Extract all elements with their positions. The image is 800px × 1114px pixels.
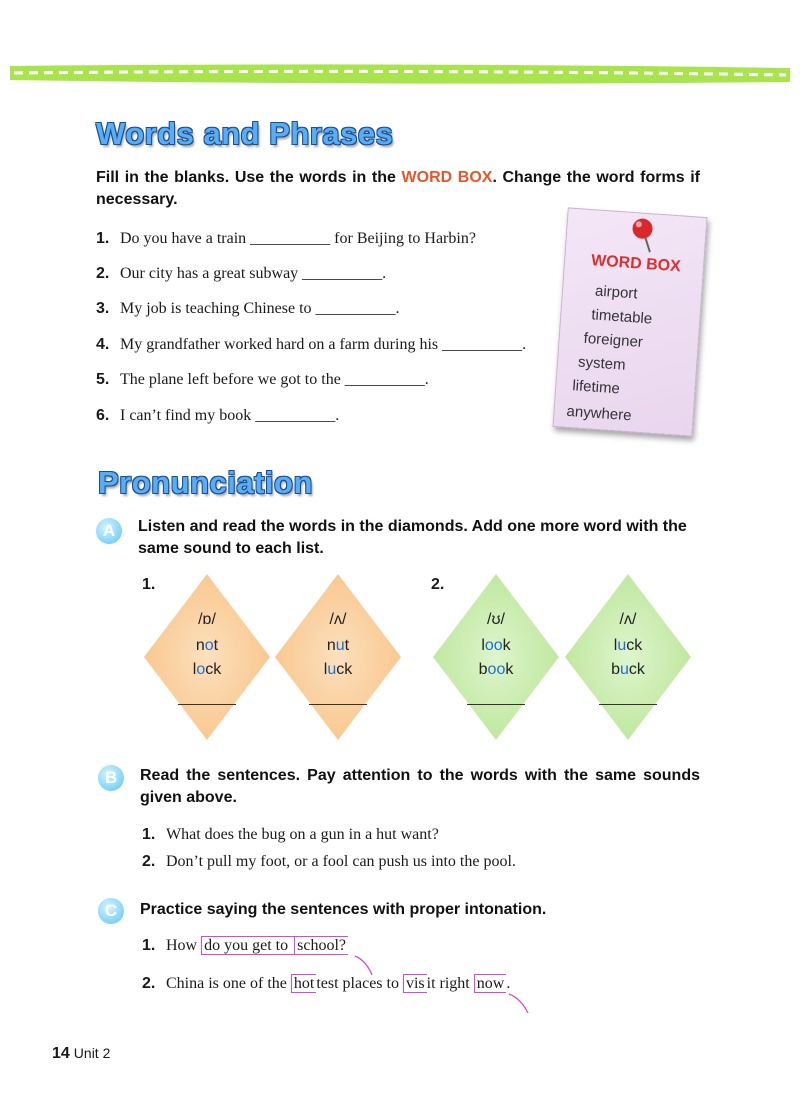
part-b-instruction: Read the sentences. Pay attention to the words with the same sounds given above. (140, 767, 700, 806)
group-number: 1. (142, 576, 156, 593)
example-word: book (478, 661, 514, 678)
words-and-phrases-title: Words and Phrases (96, 116, 394, 151)
example-word: luck (613, 637, 643, 654)
pushpin-icon (626, 215, 663, 255)
fill-item: 3. My job is teaching Chinese to __________. (96, 300, 400, 317)
sentence-item: 1. What does the bug on a gun in a hut want? (142, 826, 439, 843)
fill-item: 2. Our city has a great subway __________. (96, 265, 387, 282)
answer-blank[interactable] (599, 704, 657, 705)
sentence-item: 2. Don’t pull my foot, or a fool can push us into the pool. (142, 853, 516, 870)
intonation-sentence: 2. China is one of the hot test places to vis it right now . (142, 975, 511, 992)
group-number: 2. (431, 576, 445, 593)
word-box-word: anywhere (566, 402, 633, 425)
step-c-icon: C (98, 898, 124, 924)
answer-blank[interactable] (467, 704, 525, 705)
top-decorative-band (10, 64, 790, 84)
word-box-word: system (577, 353, 627, 374)
word-box-word: timetable (590, 306, 653, 328)
phonetic-symbol: /ʌ/ (619, 611, 637, 628)
unit-label: Unit 2 (73, 1045, 111, 1061)
sound-diamond (431, 572, 561, 742)
fill-item: 5. The plane left before we got to the __________. (96, 371, 429, 388)
word-box-word: airport (594, 282, 639, 303)
word-box-word: lifetime (571, 377, 621, 398)
example-word: buck (611, 661, 645, 678)
answer-blank[interactable] (309, 704, 367, 705)
example-word: look (481, 637, 511, 654)
sound-diamond (273, 572, 403, 742)
intonation-falling-mark (508, 993, 530, 1015)
example-word: not (195, 637, 219, 654)
example-word: luck (323, 661, 353, 678)
intonation-sentence: 1. How do you get to school? (142, 937, 346, 954)
pronunciation-title: Pronunciation (98, 465, 313, 500)
word-box-note (552, 207, 707, 436)
sound-diamond (142, 572, 272, 742)
fill-item: 1. Do you have a train __________ for Beijing to Harbin? (96, 230, 476, 247)
example-word: lock (192, 661, 222, 678)
word-box-word: foreigner (583, 329, 644, 351)
page-number: 14 (52, 1045, 70, 1062)
phonetic-symbol: /ʊ/ (487, 611, 505, 628)
phonetic-symbol: /ɒ/ (198, 611, 216, 628)
example-word: nut (326, 637, 350, 654)
step-b-icon: B (98, 765, 124, 791)
step-a-icon: A (96, 518, 122, 544)
words-instruction: Fill in the blanks. Use the words in the WORD BOX. Change the word forms if necessary. (96, 169, 700, 208)
phonetic-symbol: /ʌ/ (329, 611, 347, 628)
answer-blank[interactable] (178, 704, 236, 705)
part-a-instruction: Listen and read the words in the diamonds. Add one more word with the same sound to each list. (138, 518, 687, 557)
word-box-title: WORD BOX (590, 252, 682, 276)
fill-item: 6. I can’t find my book __________. (96, 407, 340, 424)
part-c-instruction: Practice saying the sentences with proper intonation. (140, 901, 547, 918)
word-box-reference: WORD BOX (401, 169, 493, 186)
page-footer (52, 1045, 110, 1063)
sound-diamond (563, 572, 693, 742)
fill-item: 4. My grandfather worked hard on a farm during his __________. (96, 336, 527, 353)
